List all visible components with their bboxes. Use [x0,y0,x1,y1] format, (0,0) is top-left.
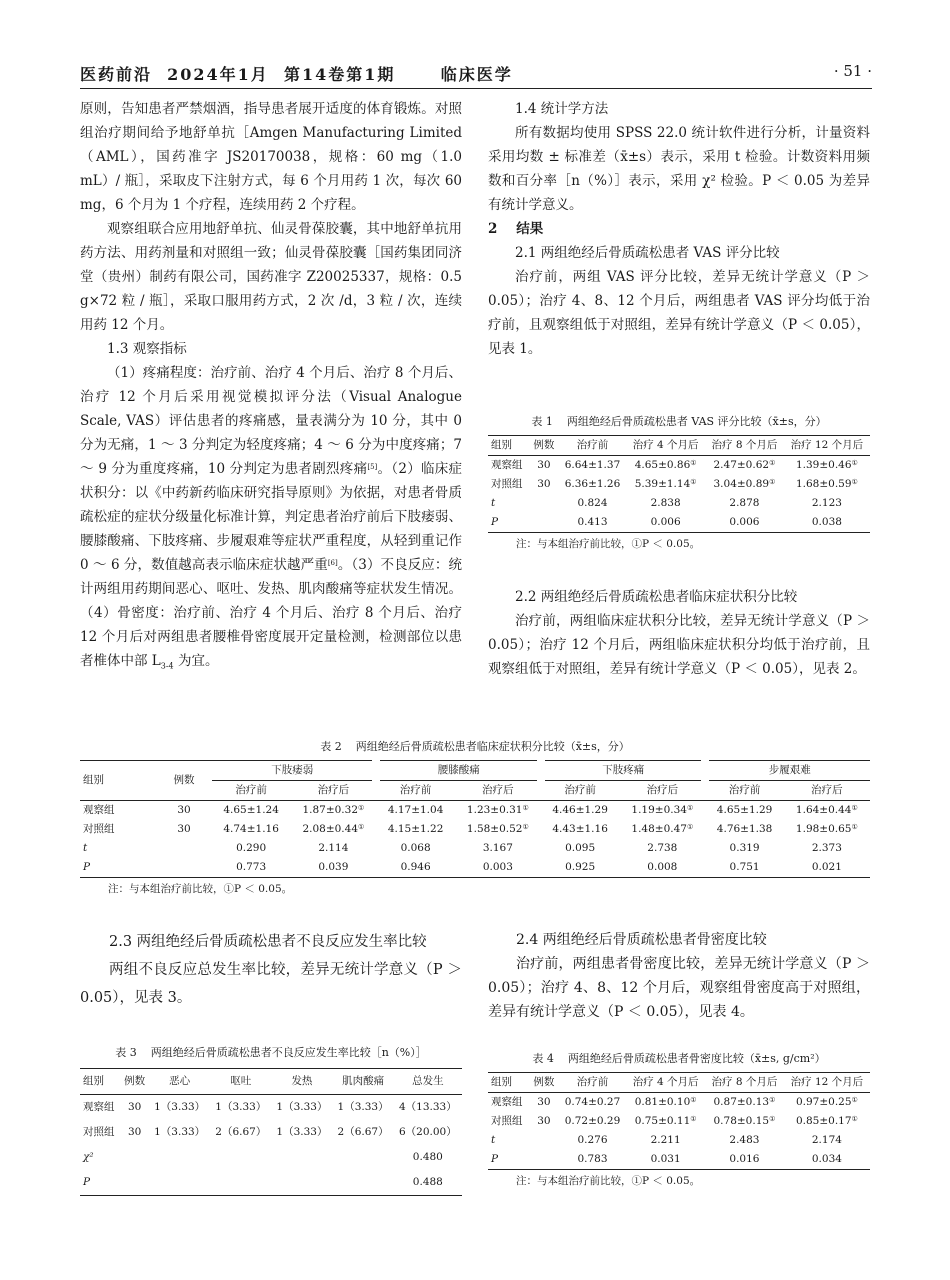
citation[interactable]: [6] [327,559,338,567]
table-4 [488,1050,870,1189]
table-cell: 0.87±0.13① [713,1096,776,1108]
table-row [488,1112,870,1131]
column-header: 组别 [488,1073,529,1093]
table-cell: 0.488 [412,1176,443,1188]
table-cell: 1.48±0.47① [631,823,694,835]
column-header: 组别 [488,436,529,456]
column-header: 治疗前 [376,781,454,801]
table-cell: 6.64±1.37 [564,459,621,471]
table-cell [149,1145,210,1170]
journal-title: 医药前沿 2024年1月 第14卷第1期 临床医学 [80,65,513,84]
table-cell: P [491,1153,499,1165]
table-cell: 2.123 [811,497,842,509]
table-cell: 0.783 [577,1153,608,1165]
table-cell: 0.319 [729,842,760,854]
table-cell: 6（20.00） [398,1126,457,1138]
column-header: 治疗前 [212,781,290,801]
table-cell: 1.68±0.59① [795,478,858,490]
table-caption: 表 1 两组绝经后骨质疏松患者 VAS 评分比较（x̄±s，分） [531,415,827,428]
table-cell: 0.039 [318,861,349,873]
section-2-2 [488,585,870,681]
table-cell: 0.003 [482,861,513,873]
paragraph: 治疗前，两组患者骨密度比较，差异无统计学意义（P ＞ 0.05）；治疗 4、8、12 个月后，观察组骨密度高于对照组，差异有统计学意义（P ＜ 0.05），见表 4。 [488,956,870,1020]
table-row [80,1120,462,1145]
table-cell: 1.58±0.52① [466,823,529,835]
table-cell: 4.43±1.16 [552,823,608,835]
table-cell: 0.276 [577,1134,608,1146]
table-cell [210,1170,271,1196]
table-row [80,1095,462,1121]
column-header: 组别 [80,1069,120,1095]
section-2-3 [80,928,462,1012]
table-cell: 0.031 [650,1153,681,1165]
table-cell [529,1131,559,1150]
table-cell: 1.98±0.65① [795,823,858,835]
table-cell: 0.74±0.27 [564,1096,621,1108]
table-row [488,494,870,513]
journal-header [80,62,872,89]
table-cell: 1.23±0.31① [466,804,529,816]
table [80,1068,462,1196]
table-header-row [488,1073,870,1093]
table-cell: t [491,497,496,509]
table-1 [488,413,870,552]
paragraph: （1）疼痛程度：治疗前、治疗 4 个月后、治疗 8 个月后、治疗 12 个月后采用视觉模拟评分法（Visual Analogue Scale, VAS）评估患者的疼痛感，量表满分为 10 分，其中 0 分为无痛，1 ～ 3 分判定为轻度疼痛；4 ～ 6 分为中度疼痛；7 ～ 9 分为重度疼痛，10 分判定为患者剧烈疼痛[5]。（2）临床症状积分：以《中药新药临床研究指导原则》为依据，对患者骨质疏松症的症状分级量化标准计算，判定患者治疗前后下肢痿弱、腰膝酸痛、下肢疼痛、步履艰难等症状严重程度，从轻到重记作 0 ～ 6 分，数值越高表示临床症状越严重[6]。（3）不良反应：统计两组用药期间恶心、呕吐、发热、肌肉酸痛等症状发生情况。（4）骨密度：治疗前、治疗 4 个月后、治疗 8 个月后、治疗 12 个月后对两组患者腰椎骨密度展开定量检测，检测部位以患者椎体中部 $L_{3-4}$ 为宜。 [80,365,463,671]
paragraph: 治疗前，两组 VAS 评分比较，差异无统计学意义（P ＞ 0.05）；治疗 4、8、12 个月后，两组患者 VAS 评分均低于治疗前，且观察组低于对照组，差异有统计学意义（P ＜ 0.05），见表 1。 [488,269,870,357]
table-cell: 0.095 [565,842,596,854]
table-cell: 0.78±0.15① [713,1115,776,1127]
table-row [80,839,870,858]
column-header: 治疗后 [290,781,376,801]
table-cell: 对照组 [491,478,523,490]
table-cell: 观察组 [491,1096,523,1108]
table-cell: 30 [127,1101,142,1113]
table-cell: 2.174 [811,1134,842,1146]
paragraph: 两组不良反应总发生率比较，差异无统计学意义（P ＞ 0.05），见表 3。 [80,962,462,1006]
table-cell: 对照组 [83,1126,115,1138]
table-cell: 2.838 [650,497,681,509]
table-cell [156,858,212,878]
table-caption: 表 4 两组绝经后骨质疏松患者骨密度比较（x̄±s, g/cm²） [532,1052,826,1065]
table-cell: 0.751 [729,861,760,873]
table-cell: t [83,842,88,854]
paragraph: 观察组联合应用地舒单抗、仙灵骨葆胶囊，其中地舒单抗用药方法、用药剂量和对照组一致；仙灵骨葆胶囊［国药集团同济堂（贵州）制药有限公司，国药准字 Z20025337，规格：0.5 g×72 粒 / 瓶］，采取口服用药方式，2 次 /d，3 粒 / 次，连续用药 12 个月。 [80,221,462,333]
table-cell: 0.75±0.11① [634,1115,697,1127]
column-header: 恶心 [149,1069,210,1095]
table-cell: 观察组 [83,1101,115,1113]
column-header: 治疗前 [559,436,627,456]
table-row [80,858,870,878]
table-cell: 2.878 [729,497,760,509]
table-cell: 0.038 [811,516,842,528]
table-cell: 0.006 [650,516,681,528]
table-row [80,1170,462,1196]
table [488,435,870,533]
table-cell: 1（3.33） [215,1101,267,1113]
table-cell: 3.04±0.89① [713,478,776,490]
table-cell: 4.65±0.86① [634,459,697,471]
table-cell [271,1145,332,1170]
table-cell: 0.034 [811,1153,842,1165]
column-group-header: 下肢痿弱 [212,761,376,781]
table-cell: 1（3.33） [276,1126,328,1138]
column-group-header: 腰膝酸痛 [376,761,540,781]
table-cell: P [491,516,499,528]
right-column [488,97,870,361]
column-header: 例数 [529,1073,559,1093]
table-cell: P [83,861,91,873]
table-cell [333,1170,394,1196]
table-cell: χ² [83,1151,94,1163]
table-cell: 1（3.33） [337,1101,389,1113]
table-cell [529,1150,559,1170]
table-cell: 4.65±1.24 [223,804,279,816]
table-cell: 2（6.67） [215,1126,267,1138]
column-header: 治疗 8 个月后 [705,436,784,456]
table-cell: 4.17±1.04 [387,804,444,816]
table-cell [529,494,559,513]
table-row [80,1145,462,1170]
table-cell: 0.97±0.25① [795,1096,858,1108]
table-cell: 4.74±1.16 [223,823,279,835]
table-cell [149,1170,210,1196]
table-cell: 3.167 [482,842,513,854]
table-cell: t [491,1134,496,1146]
table-cell: 1（3.33） [154,1126,206,1138]
table-cell: 2.08±0.44① [302,823,365,835]
table-cell: 2.114 [318,842,349,854]
column-header: 治疗 8 个月后 [705,1073,784,1093]
column-header: 总发生 [394,1069,462,1095]
table-cell: 1（3.33） [154,1101,206,1113]
section-heading-1-4: 1.4 统计学方法 [515,101,609,117]
table-cell: 0.290 [236,842,267,854]
table-cell: 30 [127,1126,142,1138]
column-header: 例数 [156,761,212,801]
table-cell: 0.946 [400,861,431,873]
table-cell [529,513,559,533]
table-cell: 30 [537,478,551,490]
table-cell: 0.480 [412,1151,443,1163]
table-cell: 2.211 [650,1134,681,1146]
section-heading-2-2: 2.2 两组绝经后骨质疏松患者临床症状积分比较 [515,589,798,605]
column-header: 治疗 4 个月后 [626,1073,705,1093]
table-cell: 30 [537,1115,551,1127]
column-group-header: 步履艰难 [705,761,870,781]
column-header: 例数 [529,436,559,456]
table-cell: 观察组 [83,804,115,816]
table-caption: 表 2 两组绝经后骨质疏松患者临床症状积分比较（x̄±s，分） [320,740,630,753]
table-cell: 0.413 [577,516,608,528]
column-header: 治疗前 [559,1073,627,1093]
column-header: 治疗后 [784,781,870,801]
table-cell: 1（3.33） [276,1101,328,1113]
table-cell: P [83,1176,91,1188]
column-header: 治疗 12 个月后 [784,1073,870,1093]
table-header-row [80,1069,462,1095]
table-row [488,475,870,494]
table-cell: 0.824 [577,497,608,509]
table-cell [120,1145,149,1170]
table-cell [156,839,212,858]
section-2-4 [488,928,870,1024]
table-cell: 0.81±0.10① [634,1096,697,1108]
page-number: · 51 · [833,62,872,80]
table-cell: 0.021 [811,861,842,873]
table-cell: 4.76±1.38 [716,823,773,835]
column-header: 治疗后 [619,781,705,801]
table-cell: 4（13.33） [398,1101,457,1113]
column-header: 例数 [120,1069,149,1095]
column-header: 肌肉酸痛 [333,1069,394,1095]
table-cell: 0.016 [729,1153,760,1165]
table [488,1072,870,1170]
table-cell: 1.39±0.46① [795,459,858,471]
table-cell: 30 [177,823,191,835]
table-cell: 0.72±0.29 [564,1115,621,1127]
table-row [80,820,870,839]
table-cell: 0.006 [729,516,760,528]
table-cell: 2.47±0.62① [713,459,776,471]
table-cell: 4.15±1.22 [387,823,444,835]
table-cell: 1.87±0.32① [302,804,365,816]
table-2 [80,738,870,897]
section-heading-2-1: 2.1 两组绝经后骨质疏松患者 VAS 评分比较 [515,245,780,261]
table-cell [271,1170,332,1196]
table-cell: 4.65±1.29 [716,804,773,816]
table-cell: 2.373 [811,842,842,854]
paragraph: 治疗前，两组临床症状积分比较，差异无统计学意义（P ＞ 0.05）；治疗 12 个月后，两组临床症状积分均低于治疗前，且观察组低于对照组，差异有统计学意义（P ＜ 0.05），见表 2。 [488,613,870,677]
table-3 [80,1044,462,1196]
table-header-row [488,436,870,456]
table-header-row [80,761,870,781]
column-header: 治疗前 [705,781,783,801]
table-cell [120,1170,149,1196]
table-cell: 0.008 [647,861,678,873]
paragraph: 原则，告知患者严禁烟酒，指导患者展开适度的体育锻炼。对照组治疗期间给予地舒单抗［Amgen Manufacturing Limited（AML），国药准字 JS20170038，规格：60 mg（1.0 mL）/ 瓶］，采取皮下注射方式，每 6 个月用药 1 次，每次 60 mg，6 个月为 1 个疗程，连续用药 2 个疗程。 [80,101,462,213]
section-heading-2: 2 结果 [488,221,544,237]
table-row [488,456,870,476]
table-cell: 0.925 [565,861,596,873]
column-group-header: 下肢疼痛 [541,761,705,781]
table-note: 注：与本组治疗前比较，①P ＜ 0.05。 [516,1175,701,1187]
table-cell: 5.39±1.14① [634,478,697,490]
table-note: 注：与本组治疗前比较，①P ＜ 0.05。 [108,883,293,895]
table [80,760,870,878]
table-cell: 1.64±0.44① [795,804,858,816]
table-cell: 30 [537,1096,551,1108]
table-row [488,1131,870,1150]
table-cell: 4.46±1.29 [552,804,608,816]
table-cell: 2（6.67） [337,1126,389,1138]
table-note: 注：与本组治疗前比较，①P ＜ 0.05。 [516,538,701,550]
section-heading-1-3: 1.3 观察指标 [107,341,187,357]
table-row [488,1150,870,1170]
column-header: 治疗前 [541,781,619,801]
paragraph: 所有数据均使用 SPSS 22.0 统计软件进行分析，计量资料采用均数 ± 标准差（x̄±s）表示，采用 t 检验。计数资料用频数和百分率［n（%）］表示，采用 χ² 检验。P ＜ 0.05 为差异有统计学意义。 [488,125,870,213]
table-cell: 6.36±1.26 [564,478,621,490]
left-column [80,97,462,679]
column-header: 治疗后 [455,781,541,801]
table-cell: 2.738 [647,842,678,854]
column-header: 组别 [80,761,156,801]
table-cell: 0.85±0.17① [795,1115,858,1127]
column-header: 治疗 12 个月后 [784,436,870,456]
citation[interactable]: [5] [367,463,378,471]
table-caption: 表 3 两组绝经后骨质疏松患者不良反应发生率比较［n（%）］ [115,1046,427,1059]
table-cell: 1.19±0.34① [631,804,694,816]
table-row [488,513,870,533]
table-row [488,1093,870,1113]
table-cell: 对照组 [491,1115,523,1127]
section-heading-2-4: 2.4 两组绝经后骨质疏松患者骨密度比较 [516,932,767,948]
table-cell: 观察组 [491,459,523,471]
column-header: 发热 [271,1069,332,1095]
table-cell: 对照组 [83,823,115,835]
column-header: 治疗 4 个月后 [626,436,705,456]
table-cell [210,1145,271,1170]
table-row [80,801,870,821]
table-cell: 0.773 [236,861,267,873]
column-header: 呕吐 [210,1069,271,1095]
table-cell: 2.483 [729,1134,760,1146]
table-cell: 0.068 [400,842,431,854]
table-cell [333,1145,394,1170]
table-cell: 30 [177,804,191,816]
section-heading-2-3: 2.3 两组绝经后骨质疏松患者不良反应发生率比较 [109,934,427,950]
table-cell: 30 [537,459,551,471]
